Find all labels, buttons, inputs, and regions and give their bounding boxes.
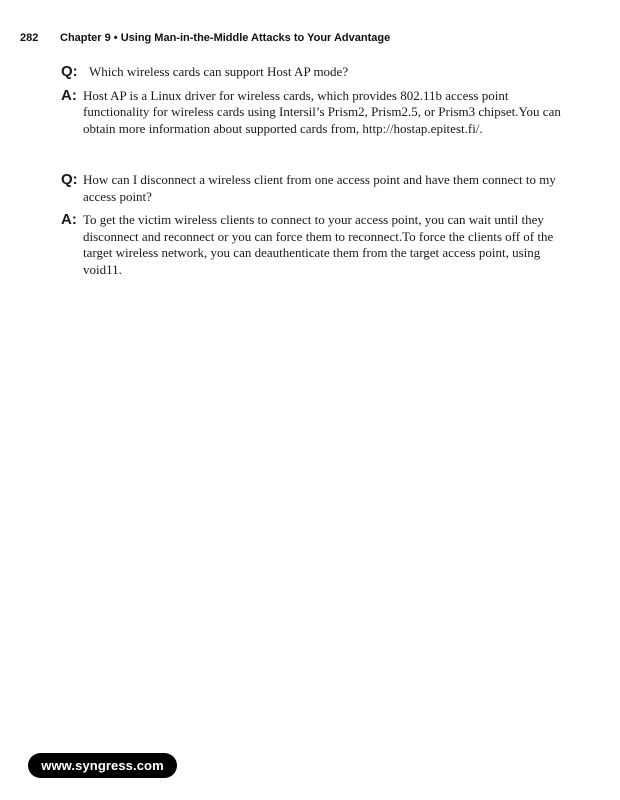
answer-2: [61, 212, 561, 278]
question-label: Q:: [61, 63, 78, 80]
publisher-website-link[interactable]: www.syngress.com: [28, 753, 177, 778]
running-header: [20, 32, 600, 44]
answer-label: A:: [61, 86, 77, 104]
answer-label: A:: [61, 211, 77, 228]
question-text: Which wireless cards can support Host AP mode?: [89, 64, 349, 79]
faq-block-2: [61, 172, 561, 285]
question-1: [61, 64, 561, 81]
question-2: [61, 172, 561, 205]
answer-text: Host AP is a Linux driver for wireless cards, which provides 802.11b access point functionality for wireless cards using Intersil’s Prism2, Prism2.5, or Prism3 chipset.You can obtain more information about supported cards from, http://hostap.epitest.fi/.: [83, 87, 561, 136]
answer-1: [61, 88, 561, 138]
faq-block-1: [61, 64, 561, 144]
page-number: 282: [20, 32, 39, 44]
answer-text: To get the victim wireless clients to connect to your access point, you can wait until they disconnect and reconnect or you can force them to reconnect.To force the clients off of the target wireless network, you can deauthenticate them from the target access point, using void11.: [83, 212, 554, 277]
question-label: Q:: [61, 171, 78, 188]
chapter-title: Chapter 9 • Using Man-in-the-Middle Attacks to Your Advantage: [60, 32, 391, 44]
question-text: How can I disconnect a wireless client from one access point and have them connect to my access point?: [83, 172, 556, 204]
